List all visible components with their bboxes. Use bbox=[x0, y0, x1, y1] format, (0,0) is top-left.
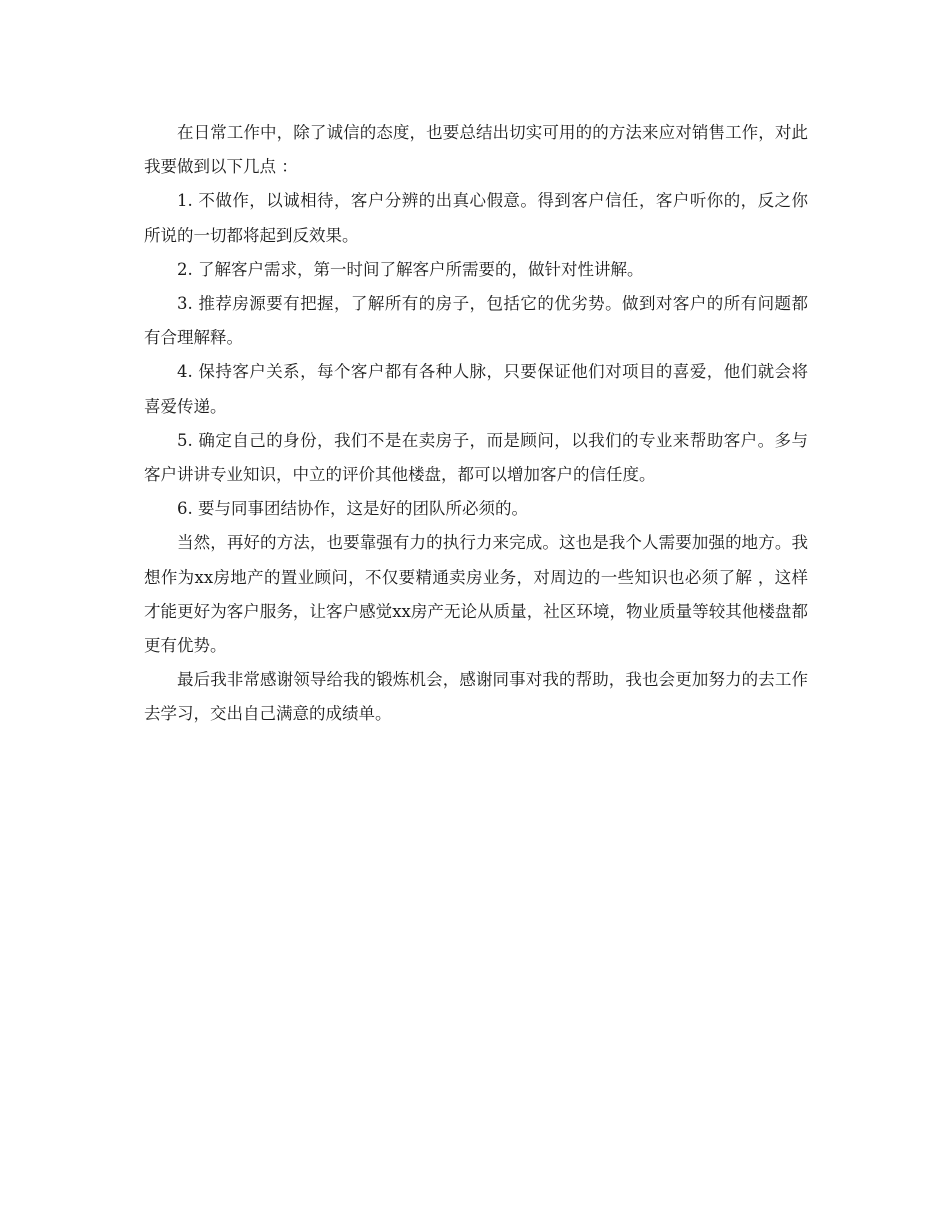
paragraph-point-2: 2. 了解客户需求，第一时间了解客户所需要的，做针对性讲解。 bbox=[177, 259, 644, 279]
paragraph-point-6: 6. 要与同事团结协作，这是好的团队所必须的。 bbox=[177, 499, 528, 519]
paragraph-intro: 在日常工作中，除了诚信的态度，也要总结出切实可用的的方法来应对销售工作，对此我要做到以下几点 ： bbox=[144, 123, 808, 177]
paragraph-closing: 最后我非常感谢领导给我的锻炼机会，感谢同事对我的帮助，我也会更加努力的去工作去学习，交出自己满意的成绩单。 bbox=[144, 670, 808, 724]
paragraph-point-5: 5. 确定自己的身份，我们不是在卖房子，而是顾问，以我们的专业来帮助客户。多与客户讲讲专业知识，中立的评价其他楼盘，都可以增加客户的信任度。 bbox=[144, 430, 808, 485]
paragraph-point-4: 4. 保持客户关系，每个客户都有各种人脉，只要保证他们对项目的喜爱，他们就会将喜爱传递。 bbox=[144, 362, 808, 416]
paragraph-point-3: 3. 推荐房源要有把握，了解所有的房子，包括它的优劣势。做到对客户的所有问题都有合理解释。 bbox=[144, 294, 808, 348]
document-body bbox=[144, 116, 808, 732]
paragraph-point-1: 1. 不做作，以诚相待，客户分辨的出真心假意。得到客户信任，客户听你的，反之你所说的一切都将起到反效果。 bbox=[144, 191, 808, 245]
paragraph-execution: 当然，再好的方法，也要靠强有力的执行力来完成。这也是我个人需要加强的地方。我想作为xx房地产的置业顾问，不仅要精通卖房业务，对周边的一些知识也必须了解 ，这样才能更好为客户服务，让客户感觉xx房产无论从质量，社区环境，物业质量等较其他楼盘都更有优势。 bbox=[144, 533, 808, 656]
